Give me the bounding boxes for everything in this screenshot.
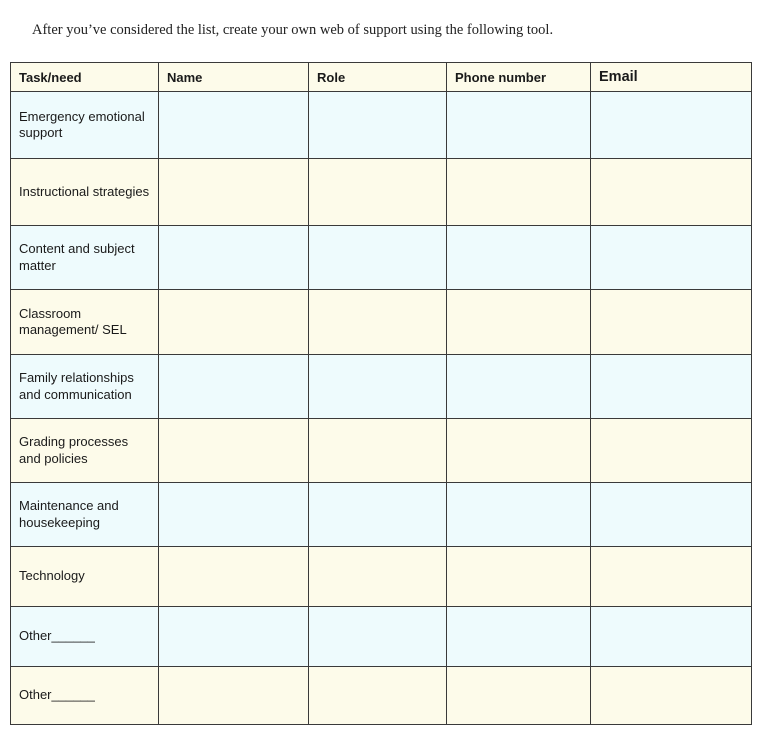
table-row xyxy=(11,483,752,547)
table-row xyxy=(11,92,752,159)
name-cell[interactable] xyxy=(159,159,309,226)
phone-cell[interactable] xyxy=(447,355,591,419)
name-cell[interactable] xyxy=(159,226,309,290)
phone-cell[interactable] xyxy=(447,159,591,226)
intro-text: After you’ve considered the list, create your own web of support using the following tool. xyxy=(32,22,554,38)
phone-cell[interactable] xyxy=(447,483,591,547)
task-cell: Maintenance and housekeeping xyxy=(11,483,159,547)
phone-cell[interactable] xyxy=(447,226,591,290)
task-cell: Family relationships and communication xyxy=(11,355,159,419)
email-cell[interactable] xyxy=(591,547,752,607)
table-row xyxy=(11,290,752,355)
email-cell[interactable] xyxy=(591,92,752,159)
header-name: Name xyxy=(159,63,309,92)
table-row xyxy=(11,547,752,607)
task-cell: Content and subject matter xyxy=(11,226,159,290)
task-cell: Technology xyxy=(11,547,159,607)
email-cell[interactable] xyxy=(591,159,752,226)
task-cell: Other______ xyxy=(11,607,159,667)
task-cell: Emergency emotional support xyxy=(11,92,159,159)
name-cell[interactable] xyxy=(159,419,309,483)
role-cell[interactable] xyxy=(309,290,447,355)
role-cell[interactable] xyxy=(309,226,447,290)
table-row xyxy=(11,226,752,290)
phone-cell[interactable] xyxy=(447,290,591,355)
phone-cell[interactable] xyxy=(447,667,591,725)
phone-cell[interactable] xyxy=(447,419,591,483)
role-cell[interactable] xyxy=(309,607,447,667)
role-cell[interactable] xyxy=(309,547,447,607)
header-role: Role xyxy=(309,63,447,92)
table-header-row xyxy=(11,63,752,92)
role-cell[interactable] xyxy=(309,159,447,226)
name-cell[interactable] xyxy=(159,607,309,667)
email-cell[interactable] xyxy=(591,607,752,667)
name-cell[interactable] xyxy=(159,355,309,419)
role-cell[interactable] xyxy=(309,483,447,547)
name-cell[interactable] xyxy=(159,290,309,355)
role-cell[interactable] xyxy=(309,92,447,159)
table-row xyxy=(11,607,752,667)
name-cell[interactable] xyxy=(159,483,309,547)
email-cell[interactable] xyxy=(591,226,752,290)
email-cell[interactable] xyxy=(591,483,752,547)
email-cell[interactable] xyxy=(591,667,752,725)
email-cell[interactable] xyxy=(591,419,752,483)
table-row xyxy=(11,419,752,483)
table-row xyxy=(11,159,752,226)
task-cell: Grading processes and policies xyxy=(11,419,159,483)
header-phone-number: Phone number xyxy=(447,63,591,92)
name-cell[interactable] xyxy=(159,92,309,159)
phone-cell[interactable] xyxy=(447,607,591,667)
email-cell[interactable] xyxy=(591,355,752,419)
header-email: Email xyxy=(591,63,752,92)
task-cell: Instructional strategies xyxy=(11,159,159,226)
name-cell[interactable] xyxy=(159,547,309,607)
name-cell[interactable] xyxy=(159,667,309,725)
phone-cell[interactable] xyxy=(447,547,591,607)
phone-cell[interactable] xyxy=(447,92,591,159)
role-cell[interactable] xyxy=(309,667,447,725)
task-cell: Classroom management/ SEL xyxy=(11,290,159,355)
table-row xyxy=(11,667,752,725)
role-cell[interactable] xyxy=(309,355,447,419)
role-cell[interactable] xyxy=(309,419,447,483)
support-table xyxy=(10,62,752,725)
table-row xyxy=(11,355,752,419)
header-task-need: Task/need xyxy=(11,63,159,92)
task-cell: Other______ xyxy=(11,667,159,725)
email-cell[interactable] xyxy=(591,290,752,355)
